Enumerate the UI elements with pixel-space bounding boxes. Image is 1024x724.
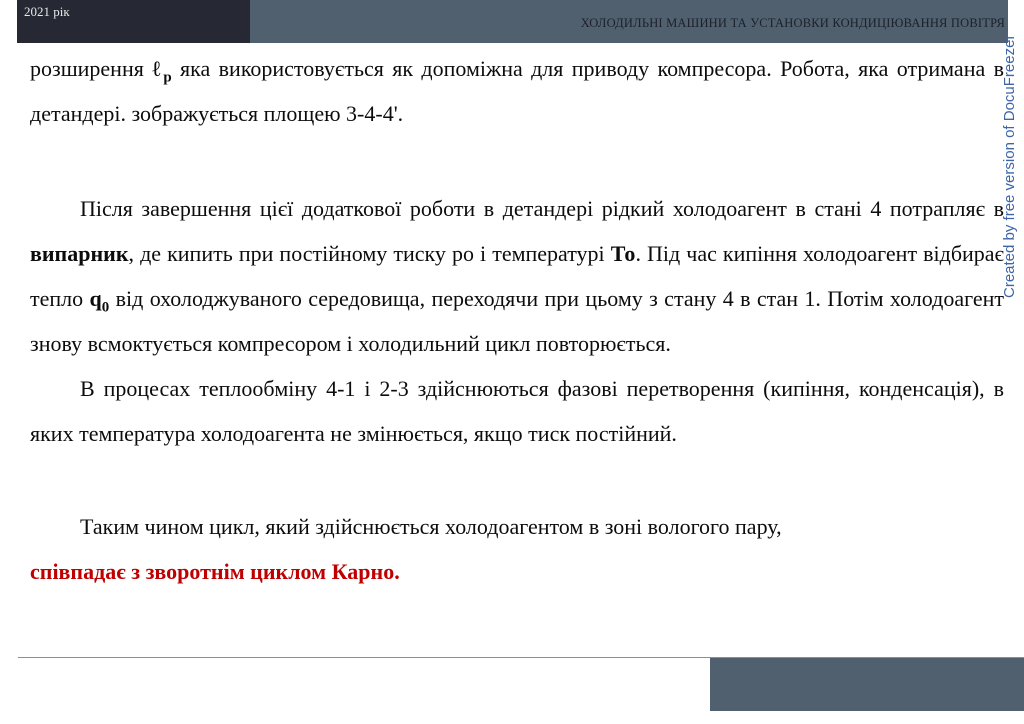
watermark-text: Created by free version of DocuFreezer: [1001, 34, 1018, 298]
bottom-right-block: [710, 658, 1024, 711]
heat-symbol: q: [89, 286, 102, 311]
paragraph-conclusion: [30, 504, 1004, 594]
work-symbol-subscript: р: [163, 69, 172, 86]
header-title-bar: [250, 0, 1008, 43]
paragraph-expansion-work: [30, 46, 1004, 136]
p2-text-3: . Під час кипіння холодоагент відбирає тепло: [30, 241, 1005, 311]
term-temperature-t0: То: [610, 241, 636, 266]
p1-text-start: розширення: [30, 56, 153, 81]
heat-symbol-subscript: 0: [101, 299, 110, 316]
p4-text: Таким чином цикл, який здійснюється холодоагентом в зоні вологого пару,: [80, 514, 782, 539]
body-text: [30, 46, 1004, 594]
header-year-box: [17, 0, 250, 43]
p3-text: В процесах теплообміну 4-1 і 2-3 здійснюються фазові перетворення (кипіння, конденсація), в яких температура холодоагента не змінюється, якщо тиск постійний.: [30, 376, 1004, 446]
term-evaporator: випарник: [30, 241, 129, 266]
work-symbol: ℓ: [152, 56, 164, 81]
document-title: ХОЛОДИЛЬНІ МАШИНИ ТА УСТАНОВКИ КОНДИЦІЮВАННЯ ПОВІТРЯ: [580, 16, 1005, 30]
paragraph-heat-exchange: [30, 366, 1004, 456]
p2-text-2: , де кипить при постійному тиску ро і температурі: [128, 241, 611, 266]
paragraph-evaporation: [30, 186, 1004, 366]
p2-text-4: від охолоджуваного середовища, переходячи при цьому з стану 4 в стан 1. Потім холодоагент знову всмоктується компресором і холодильний цикл повторюється.: [30, 286, 1004, 356]
year-label: 2021 рік: [24, 4, 70, 19]
carnot-cycle-statement: співпадає з зворотнім циклом Карно.: [30, 559, 400, 584]
p1-text-end: яка використовується як допоміжна для приводу компресора. Робота, яка отримана в детандері. зображується площею 3-4-4'.: [30, 56, 1004, 126]
p2-text-1: Після завершення цієї додаткової роботи в детандері рідкий холодоагент в стані 4 потрапляє в: [80, 196, 1004, 221]
